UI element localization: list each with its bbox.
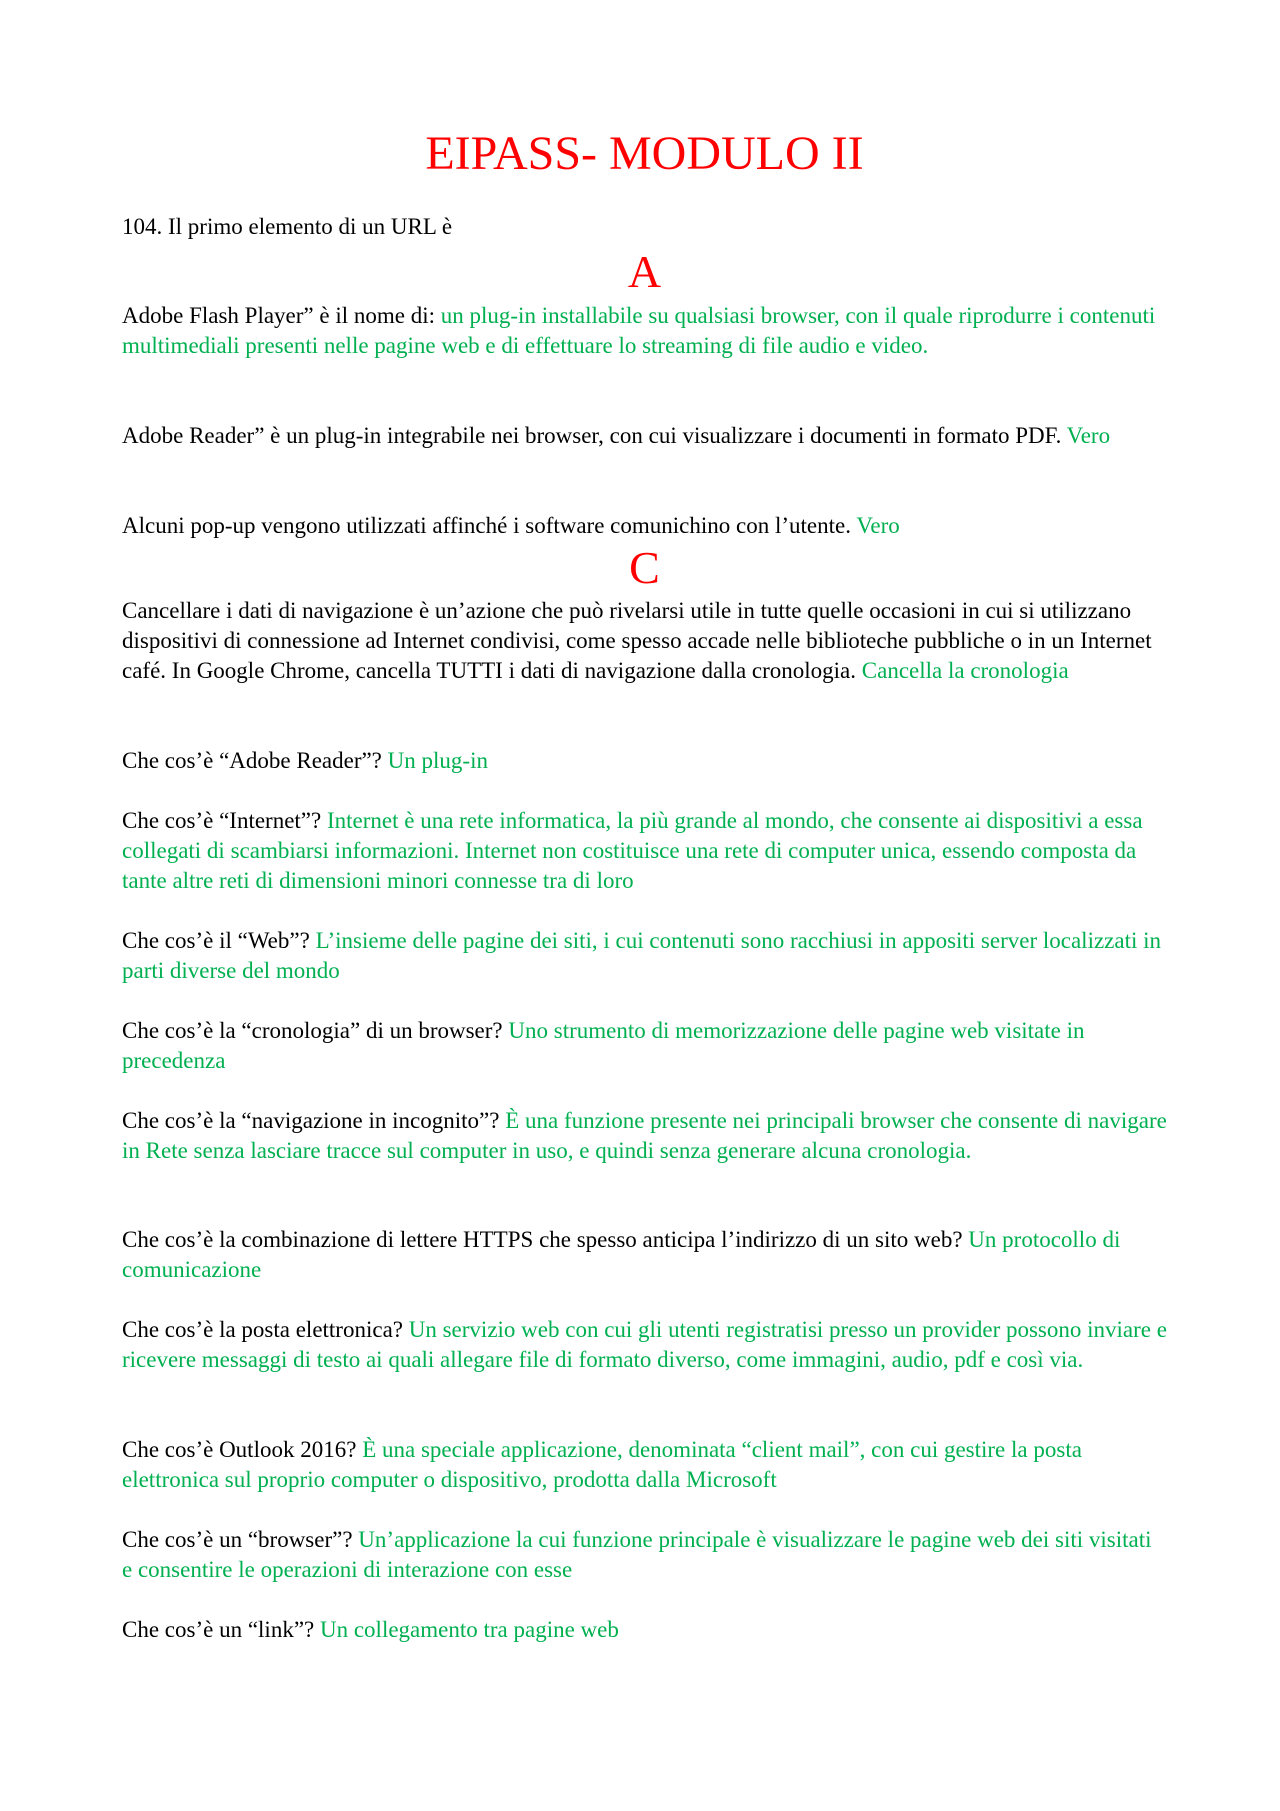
question-text: Adobe Flash Player” è il nome di: (122, 303, 441, 328)
question-text: Che cos’è un “browser”? (122, 1527, 359, 1552)
question-text: Che cos’è “Internet”? (122, 808, 327, 833)
answer-text: Vero (856, 513, 900, 538)
qa-entry-8 (122, 1016, 1167, 1076)
qa-entry-9 (122, 1106, 1167, 1166)
qa-entry-7 (122, 926, 1167, 986)
answer-text: Un collegamento tra pagine web (319, 1617, 619, 1642)
answer-text: Un plug-in (387, 748, 488, 773)
qa-entry-13 (122, 1525, 1167, 1585)
intro-question: 104. Il primo elemento di un URL è (122, 214, 453, 239)
answer-text: Un protocollo di comunicazione (122, 1227, 1121, 1282)
question-text: Che cos’è la combinazione di lettere HTTPS che spesso anticipa l’indirizzo di un sito web? (122, 1227, 969, 1252)
question-text: Che cos’è “Adobe Reader”? (122, 748, 388, 773)
answer-text: Cancella la cronologia (861, 658, 1069, 683)
qa-entry-10 (122, 1225, 1167, 1285)
answer-text: L’insieme delle pagine dei siti, i cui contenuti sono racchiusi in appositi server localizzati in parti diverse del mondo (122, 928, 1162, 983)
question-text: Alcuni pop-up vengono utilizzati affinché i software comunichino con l’utente. (122, 513, 857, 538)
qa-entry-11 (122, 1315, 1167, 1375)
section-letter-a: A (627, 246, 662, 297)
question-text: Adobe Reader” è un plug-in integrabile nei browser, con cui visualizzare i documenti in formato PDF. (122, 423, 1067, 448)
qa-entry-12 (122, 1435, 1167, 1495)
question-text: Cancellare i dati di navigazione è un’azione che può rivelarsi utile in tutte quelle occasioni in cui si utilizzano dispositivi di connessione ad Internet condivisi, come spesso accade nelle biblioteche pubbliche o in un Internet café. In Google Chrome, cancella TUTTI i dati di navigazione dalla cronologia. (122, 598, 1152, 683)
question-text: Che cos’è Outlook 2016? (122, 1437, 363, 1462)
answer-text: Internet è una rete informatica, la più grande al mondo, che consente ai dispositivi a essa collegati di scambiarsi informazioni. Internet non costituisce una rete di computer unica, essendo composta da tante altre reti di dimensioni minori connesse tra di loro (122, 808, 1143, 893)
question-text: Che cos’è un “link”? (122, 1617, 320, 1642)
question-text: Che cos’è la “cronologia” di un browser? (122, 1018, 509, 1043)
qa-entry-1 (122, 301, 1167, 361)
document-title: EIPASS- MODULO II (425, 127, 864, 180)
answer-text: Un servizio web con cui gli utenti registratisi presso un provider possono inviare e ricevere messaggi di testo ai quali allegare file di formato diverso, come immagini, audio, pdf e così via. (122, 1317, 1167, 1372)
question-text: Che cos’è la “navigazione in incognito”? (122, 1108, 506, 1133)
qa-entry-3 (122, 511, 1167, 541)
answer-text: È una speciale applicazione, denominata “client mail”, con cui gestire la posta elettronica sul proprio computer o dispositivo, prodotta dalla Microsoft (122, 1437, 1082, 1492)
qa-entry-6 (122, 806, 1167, 896)
question-text: Che cos’è la posta elettronica? (122, 1317, 409, 1342)
section-letter-c: C (629, 542, 660, 593)
answer-text: Vero (1066, 423, 1111, 448)
qa-entry-4 (122, 596, 1167, 686)
qa-entry-2 (122, 421, 1167, 451)
answer-text: Uno strumento di memorizzazione delle pagine web visitate in precedenza (122, 1018, 1085, 1073)
answer-text: Un’applicazione la cui funzione principale è visualizzare le pagine web dei siti visitati e consentire le operazioni di interazione con esse (122, 1527, 1152, 1582)
qa-entry-5 (122, 746, 1167, 776)
question-text: Che cos’è il “Web”? (122, 928, 316, 953)
answer-text: un plug-in installabile su qualsiasi browser, con il quale riprodurre i contenuti multimediali presenti nelle pagine web e di effettuare lo streaming di file audio e video. (122, 303, 1156, 358)
qa-entry-14 (122, 1615, 1167, 1645)
answer-text: È una funzione presente nei principali browser che consente di navigare in Rete senza lasciare tracce sul computer in uso, e quindi senza generare alcuna cronologia. (122, 1108, 1167, 1163)
